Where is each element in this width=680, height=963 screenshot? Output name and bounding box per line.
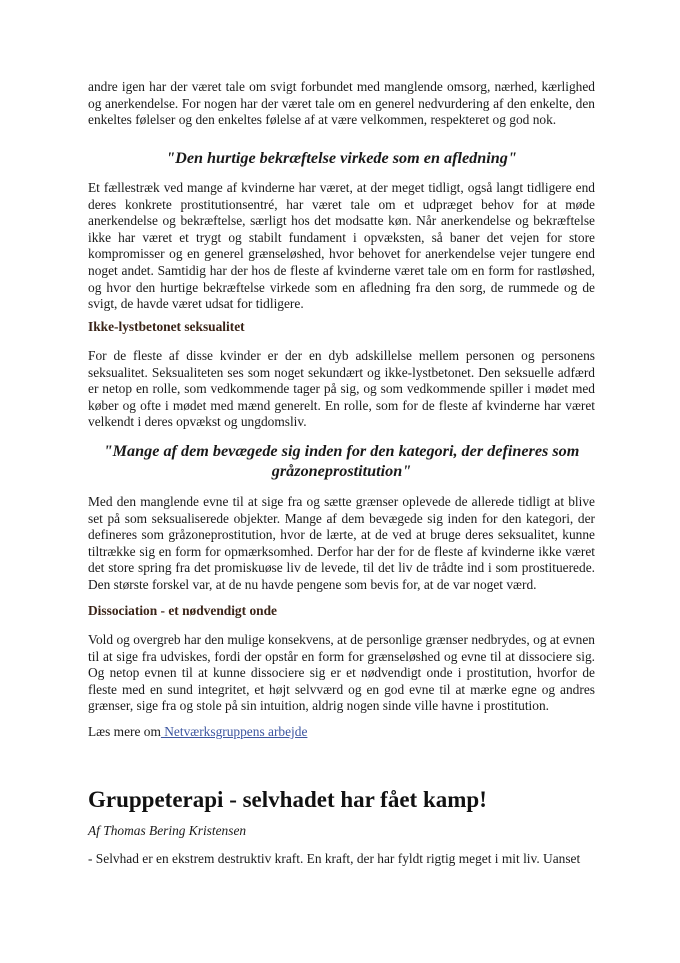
intro-paragraph: andre igen har der været tale om svigt forbundet med manglende omsorg, nærhed, kærlighed og anerkendelse. For nogen har der været tale om en generel nedvurdering af den enkelte, den enkeltes følelser og den enkeltes følelse af at være velkommen, respekteret og god nok. xyxy=(88,79,595,128)
article-byline: Af Thomas Bering Kristensen xyxy=(88,823,247,838)
paragraph-shared-traits: Et fællestræk ved mange af kvinderne har været, at der meget tidligt, også langt tidligere end deres konkrete prostitutionsentré, har været tale om et udpræget behov for at møde anerkendelse og bekræftelse, særligt hos det modsatte køn. Når anerkendelse og bekræftelse ikke har været et trygt og stabilt fundament i opvæksten, så baner det vejen for store kompromisser og en generel grænseløshed, hvor behovet for anerkendelse vejer tungere end noget andet. Samtidig har der hos de fleste af kvinderne været tale om en form for rastløshed, og hvor den hurtige bekræftelse virkede som en afledning fra den sorg, de rummede og de svigt, de havde været udsat for tidligere. xyxy=(88,180,595,312)
paragraph-dissociation: Vold og overgreb har den mulige konsekvens, at de personlige grænser nedbrydes, og at evnen til at sige fra udviskes, fordi der opstår en form for grænseløshed og evne til at dissociere sig. Og netop evnen til at kunne dissociere sig er et nødvendigt onde i prostitution, hvorfor de fleste med en sund integritet, et højt selvværd og en god evne til at mærke egne og andres grænser, sige fra og stole på sin intuition, aldrig nogen sinde ville havne i prostitution. xyxy=(88,632,595,714)
paragraph-boundaries: Med den manglende evne til at sige fra og sætte grænser oplevede de allerede tidligt at blive set på som seksualiserede objekter. Mange af dem bevægede sig inden for den kategori, der defineres som gråzoneprostitution, hvor de lærte, at de ved at bruge deres seksualitet, kunne tiltrække sig en form for opmærksomhed. Derfor har der for de fleste af kvinderne ikke været det store spring fra det promiskuøse liv de levede, til det liv de trådte ind i som prostituerede. Den største forskel var, at de nu havde pengene som bevis for, at de var noget værd. xyxy=(88,494,595,592)
read-more-line xyxy=(88,724,595,741)
subheading-sexuality: Ikke-lystbetonet seksualitet xyxy=(88,319,245,334)
subheading-dissociation: Dissociation - et nødvendigt onde xyxy=(88,603,277,618)
pull-quote-1: "Den hurtige bekræftelse virkede som en afledning" xyxy=(166,149,517,167)
read-more-prefix: Læs mere om xyxy=(88,724,161,739)
pull-quote-2: "Mange af dem bevægede sig inden for den kategori, der defineres som gråzoneprostitution" xyxy=(103,442,580,480)
article-first-line: - Selvhad er en ekstrem destruktiv kraft. En kraft, der har fyldt rigtig meget i mit liv. Uanset xyxy=(88,851,581,866)
article-title: Gruppeterapi - selvhadet har fået kamp! xyxy=(88,787,487,812)
paragraph-sexuality: For de fleste af disse kvinder er der en dyb adskillelse mellem personen og personens seksualitet. Seksualiteten ses som noget sekundært og ikke-lystbetonet. Den seksuelle adfærd er netop en rolle, som vedkommende tager på sig, og som vedkommende spiller i mødet med køber og ofte i mødet med mænd generelt. En rolle, som for de fleste af kvinderne har været velkendt i deres opvækst og ungdomsliv. xyxy=(88,348,595,430)
network-group-link[interactable]: Netværksgruppens arbejde xyxy=(160,724,308,739)
